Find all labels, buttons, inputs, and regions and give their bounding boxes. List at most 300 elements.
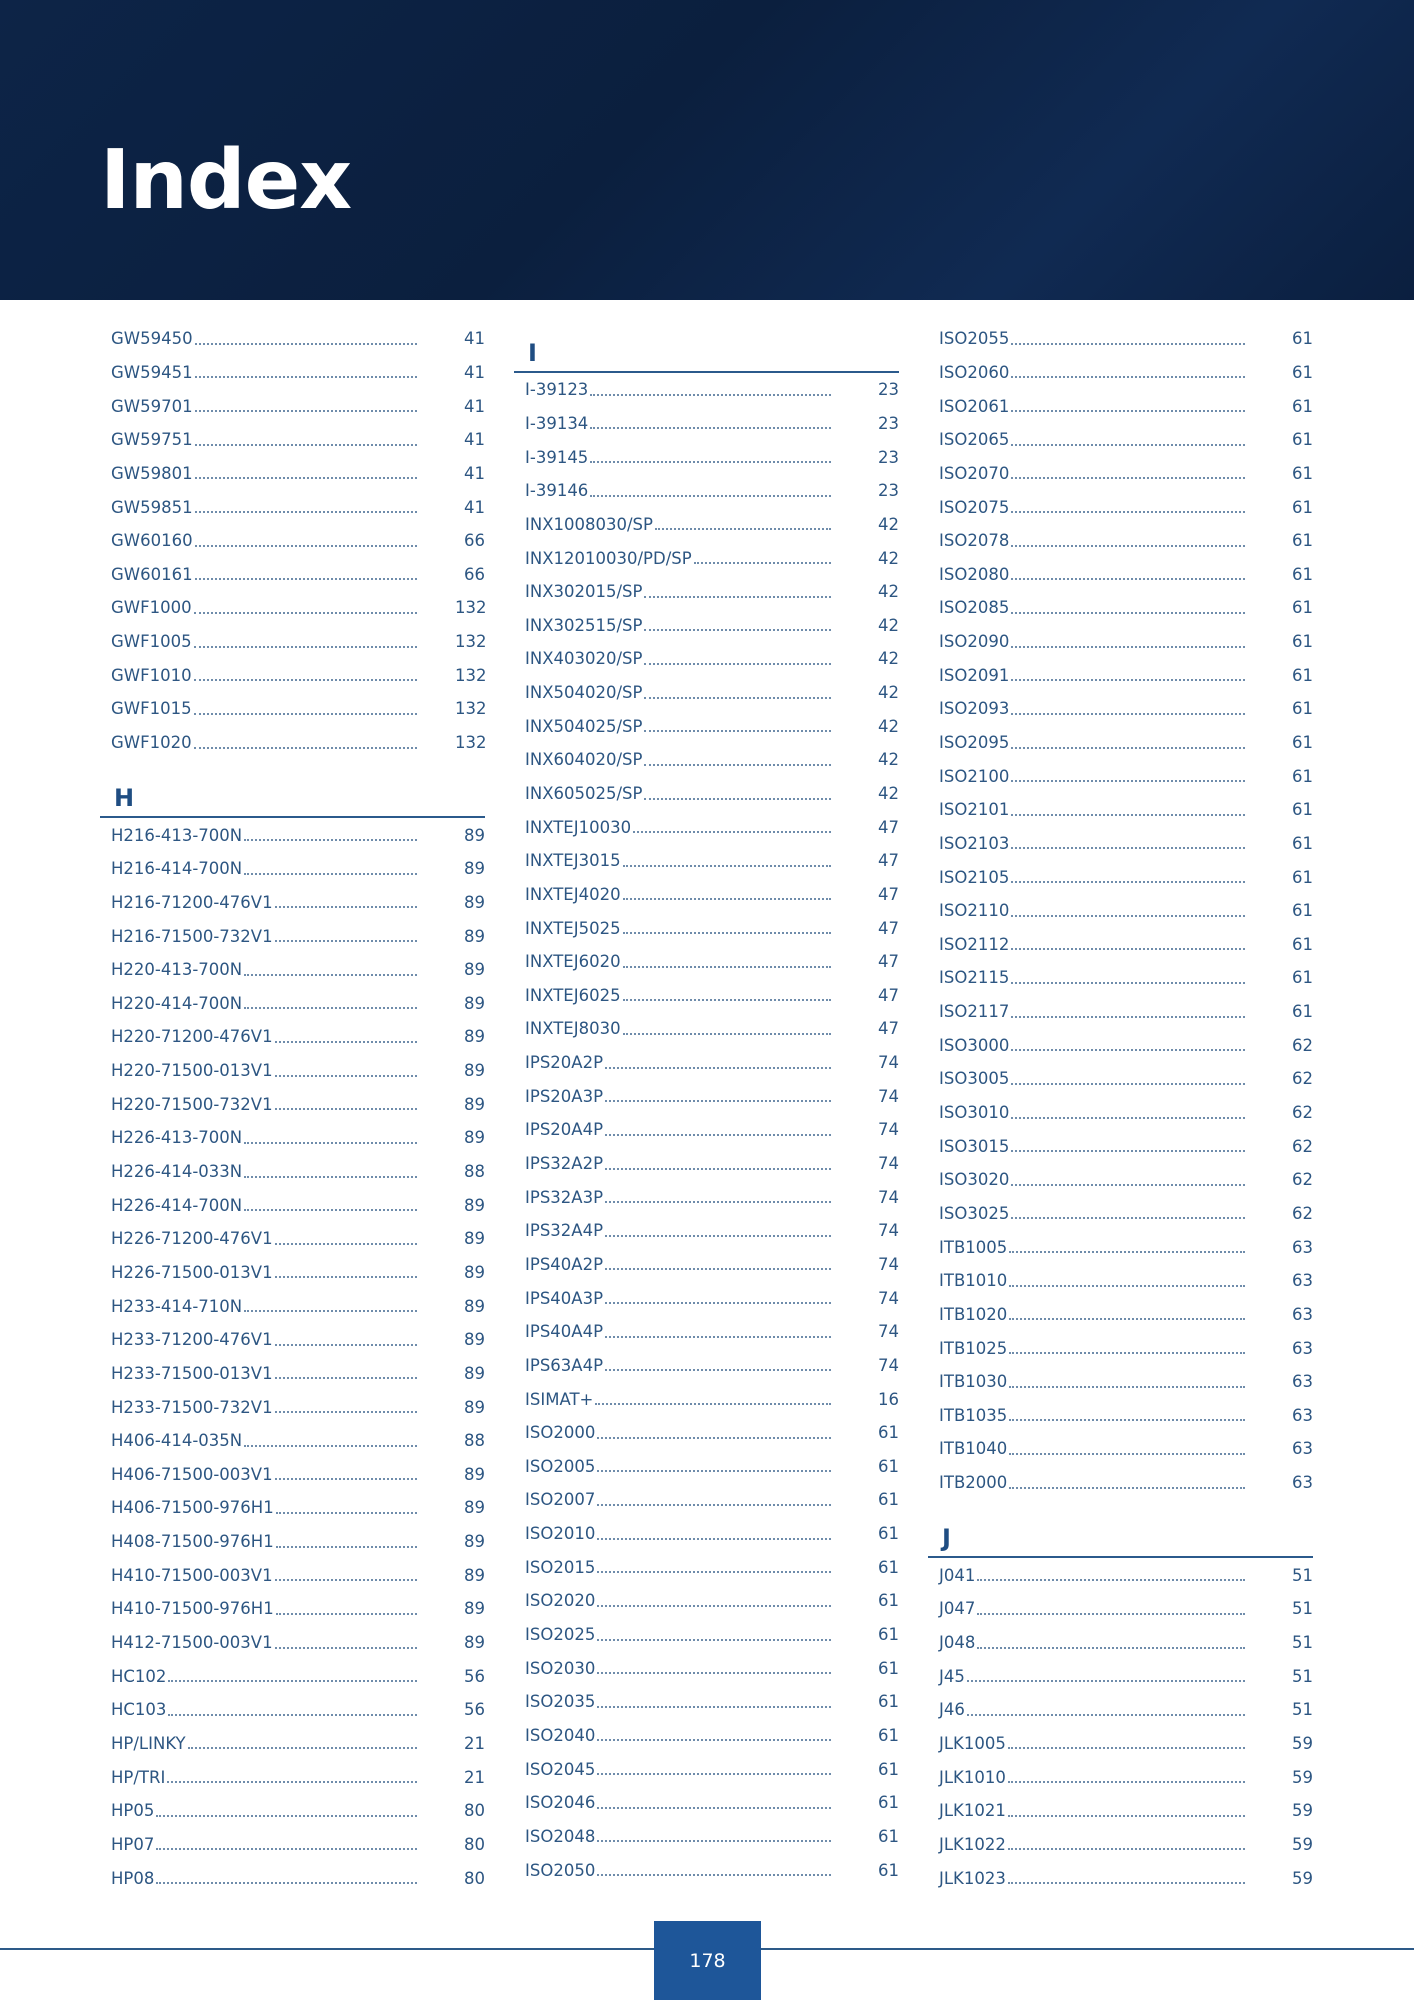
entry-page-number: 47 — [878, 884, 899, 904]
index-column-3 — [928, 322, 1313, 1895]
index-entry — [100, 389, 485, 423]
dot-leader — [275, 1075, 417, 1077]
dot-leader — [1011, 545, 1245, 547]
dot-leader — [156, 1815, 417, 1817]
dot-leader — [1011, 376, 1245, 378]
index-entry — [928, 1129, 1313, 1163]
index-entry — [928, 1163, 1313, 1197]
entry-code: ITB1035 — [939, 1405, 1008, 1425]
index-entry — [100, 953, 485, 987]
entry-page-number: 23 — [878, 447, 899, 467]
index-entry — [100, 625, 485, 659]
index-entry — [928, 1197, 1313, 1231]
dot-leader — [275, 906, 417, 908]
entry-code: IPS40A4P — [525, 1322, 604, 1342]
entry-code: I-39123 — [525, 380, 589, 400]
dot-leader — [244, 1176, 417, 1178]
entry-code: H226-414-033N — [111, 1162, 243, 1182]
index-entry — [928, 1592, 1313, 1626]
index-entry — [100, 423, 485, 457]
entry-code: ISO2117 — [939, 1002, 1010, 1022]
section-header — [100, 767, 485, 818]
entry-page-number: 42 — [878, 750, 899, 770]
entry-page-number: 41 — [464, 430, 485, 450]
entry-code: IPS20A3P — [525, 1086, 604, 1106]
entry-code: ISO2100 — [939, 766, 1010, 786]
entry-page-number: 89 — [464, 1633, 485, 1653]
entry-code: ISO2080 — [939, 564, 1010, 584]
entry-code: ISO2007 — [525, 1490, 596, 1510]
dot-leader — [1011, 1117, 1245, 1119]
entry-page-number: 42 — [878, 716, 899, 736]
index-entry — [514, 743, 899, 777]
dot-leader — [1009, 1285, 1245, 1287]
entry-code: ISO2093 — [939, 699, 1010, 719]
entry-page-number: 89 — [464, 1229, 485, 1249]
entry-code: ISO2015 — [525, 1557, 596, 1577]
entry-code: INX504020/SP — [525, 683, 643, 703]
entry-page-number: 51 — [1292, 1599, 1313, 1619]
entry-page-number: 132 — [455, 598, 487, 618]
dot-leader — [644, 596, 831, 598]
entry-code: ISO2030 — [525, 1658, 596, 1678]
entry-code: INXTEJ6025 — [525, 985, 621, 1005]
entry-page-number: 74 — [878, 1053, 899, 1073]
entry-page-number: 89 — [464, 993, 485, 1013]
entry-page-number: 89 — [464, 1464, 485, 1484]
dot-leader — [194, 713, 417, 715]
dot-leader — [168, 1714, 417, 1716]
entry-page-number: 47 — [878, 1019, 899, 1039]
entry-page-number: 63 — [1292, 1237, 1313, 1257]
dot-leader — [276, 1546, 417, 1548]
entry-code: ISO2048 — [525, 1826, 596, 1846]
dot-leader — [1009, 1251, 1245, 1253]
index-entry — [928, 1298, 1313, 1332]
entry-code: HP07 — [111, 1834, 155, 1854]
section-letter: J — [942, 1524, 951, 1553]
index-entry — [928, 759, 1313, 793]
entry-page-number: 63 — [1292, 1271, 1313, 1291]
index-entry — [100, 658, 485, 692]
index-entry — [928, 1331, 1313, 1365]
entry-code: H406-414-035N — [111, 1431, 243, 1451]
index-entry — [100, 1693, 485, 1727]
entry-page-number: 61 — [878, 1658, 899, 1678]
entry-code: ISO2091 — [939, 665, 1010, 685]
dot-leader — [195, 511, 417, 513]
entry-page-number: 16 — [878, 1389, 899, 1409]
dot-leader — [1011, 444, 1245, 446]
index-entry — [100, 1794, 485, 1828]
entry-code: INX12010030/PD/SP — [525, 548, 692, 568]
entry-code: GW59751 — [111, 430, 193, 450]
entry-page-number: 42 — [878, 649, 899, 669]
entry-page-number: 89 — [464, 1296, 485, 1316]
entry-code: H220-71200-476V1 — [111, 1027, 273, 1047]
index-entry — [928, 557, 1313, 591]
entry-page-number: 61 — [878, 1826, 899, 1846]
entry-page-number: 61 — [1292, 934, 1313, 954]
page-number-badge — [654, 1921, 761, 2000]
dot-leader — [1011, 780, 1245, 782]
index-entry — [100, 886, 485, 920]
index-entry — [928, 658, 1313, 692]
entry-page-number: 61 — [1292, 699, 1313, 719]
index-entry — [100, 1188, 485, 1222]
entry-page-number: 61 — [1292, 800, 1313, 820]
entry-page-number: 61 — [878, 1692, 899, 1712]
dot-leader — [156, 1848, 417, 1850]
index-entry — [928, 1365, 1313, 1399]
entry-page-number: 61 — [878, 1557, 899, 1577]
entry-page-number: 47 — [878, 952, 899, 972]
dot-leader — [644, 697, 831, 699]
index-column-1 — [100, 322, 485, 1895]
dot-leader — [597, 1672, 831, 1674]
entry-code: ISO2075 — [939, 497, 1010, 517]
entry-code: IPS20A2P — [525, 1053, 604, 1073]
entry-code: GWF1020 — [111, 733, 192, 752]
entry-page-number: 62 — [1292, 1069, 1313, 1089]
entry-page-number: 89 — [464, 1128, 485, 1148]
entry-page-number: 61 — [1292, 598, 1313, 618]
index-entry — [928, 1399, 1313, 1433]
index-entry — [514, 1483, 899, 1517]
dot-leader — [244, 974, 417, 976]
index-entry — [928, 827, 1313, 861]
entry-page-number: 62 — [1292, 1136, 1313, 1156]
entry-code: ISO2050 — [525, 1860, 596, 1880]
entry-page-number: 51 — [1292, 1666, 1313, 1686]
entry-code: GW60160 — [111, 531, 193, 551]
entry-code: IPS20A4P — [525, 1120, 604, 1140]
entry-code: INX1008030/SP — [525, 514, 653, 534]
dot-leader — [597, 1807, 831, 1809]
dot-leader — [644, 629, 831, 631]
entry-code: GW60161 — [111, 564, 193, 584]
entry-page-number: 89 — [464, 1363, 485, 1383]
entry-page-number: 89 — [464, 1195, 485, 1215]
entry-page-number: 132 — [455, 665, 487, 685]
dot-leader — [244, 1007, 417, 1009]
entry-code: H220-414-700N — [111, 993, 243, 1013]
entry-code: ISO2095 — [939, 733, 1010, 752]
entry-code: H226-413-700N — [111, 1128, 243, 1148]
dot-leader — [1011, 814, 1245, 816]
entry-page-number: 74 — [878, 1154, 899, 1174]
dot-leader — [605, 1369, 831, 1371]
dot-leader — [623, 966, 831, 968]
dot-leader — [1009, 1352, 1245, 1354]
entry-code: HP05 — [111, 1801, 155, 1821]
index-entry — [928, 726, 1313, 760]
dot-leader — [1011, 578, 1245, 580]
index-entry — [514, 1382, 899, 1416]
entry-page-number: 88 — [464, 1162, 485, 1182]
index-entry — [100, 1424, 485, 1458]
entry-code: ISO2085 — [939, 598, 1010, 618]
entry-page-number: 89 — [464, 1599, 485, 1619]
entry-code: ISO2078 — [939, 531, 1010, 551]
entry-code: INX302515/SP — [525, 615, 643, 635]
dot-leader — [167, 1781, 417, 1783]
entry-code: J46 — [939, 1700, 965, 1720]
entry-code: H406-71500-003V1 — [111, 1464, 273, 1484]
entry-code: ITB1005 — [939, 1237, 1008, 1257]
dot-leader — [1011, 343, 1245, 345]
dot-leader — [977, 1579, 1245, 1581]
dot-leader — [275, 1344, 417, 1346]
dot-leader — [1011, 1016, 1245, 1018]
dot-leader — [168, 1680, 417, 1682]
entry-page-number: 61 — [878, 1524, 899, 1544]
entry-page-number: 62 — [1292, 1103, 1313, 1123]
index-entry — [514, 1113, 899, 1147]
dot-leader — [1008, 1815, 1245, 1817]
dot-leader — [595, 1403, 831, 1405]
entry-code: ISO2025 — [525, 1625, 596, 1645]
dot-leader — [275, 1041, 417, 1043]
index-entry — [100, 1861, 485, 1895]
entry-code: ISO2000 — [525, 1423, 596, 1443]
entry-code: ISO2035 — [525, 1692, 596, 1712]
dot-leader — [244, 873, 417, 875]
entry-page-number: 61 — [1292, 901, 1313, 921]
index-entry — [100, 1390, 485, 1424]
dot-leader — [977, 1647, 1245, 1649]
dot-leader — [597, 1538, 831, 1540]
entry-page-number: 88 — [464, 1431, 485, 1451]
dot-leader — [244, 1142, 417, 1144]
index-entry — [100, 1087, 485, 1121]
entry-page-number: 89 — [464, 926, 485, 946]
index-entry — [928, 490, 1313, 524]
entry-code: ISO2105 — [939, 867, 1010, 887]
entry-code: ISO2103 — [939, 833, 1010, 853]
entry-code: ISO2110 — [939, 901, 1010, 921]
index-entry — [514, 541, 899, 575]
entry-code: H216-71500-732V1 — [111, 926, 273, 946]
dot-leader — [597, 1437, 831, 1439]
index-entry — [928, 1028, 1313, 1062]
dot-leader — [195, 343, 417, 345]
index-entry — [928, 1432, 1313, 1466]
entry-page-number: 23 — [878, 481, 899, 501]
index-entry — [514, 1315, 899, 1349]
page-title: Index — [100, 133, 352, 228]
entry-page-number: 63 — [1292, 1473, 1313, 1493]
entry-page-number: 61 — [878, 1725, 899, 1745]
entry-page-number: 56 — [464, 1666, 485, 1686]
index-entry — [100, 1357, 485, 1391]
index-entry — [928, 1626, 1313, 1660]
entry-page-number: 21 — [464, 1767, 485, 1787]
dot-leader — [1009, 1386, 1245, 1388]
entry-page-number: 89 — [464, 1061, 485, 1081]
entry-code: ITB1025 — [939, 1338, 1008, 1358]
entry-page-number: 74 — [878, 1086, 899, 1106]
index-entry — [514, 979, 899, 1013]
entry-code: ISO3000 — [939, 1035, 1010, 1055]
dot-leader — [275, 1647, 417, 1649]
entry-code: ISO2040 — [525, 1725, 596, 1745]
index-entry — [100, 1592, 485, 1626]
entry-code: J048 — [939, 1633, 976, 1653]
entry-page-number: 61 — [1292, 833, 1313, 853]
index-entry — [100, 1121, 485, 1155]
dot-leader — [644, 663, 831, 665]
entry-code: H233-71500-013V1 — [111, 1363, 273, 1383]
entry-code: H220-71500-732V1 — [111, 1094, 273, 1114]
dot-leader — [1009, 1487, 1245, 1489]
dot-leader — [1011, 1184, 1245, 1186]
index-entry — [100, 692, 485, 726]
index-entry — [514, 810, 899, 844]
entry-page-number: 89 — [464, 892, 485, 912]
dot-leader — [590, 495, 831, 497]
section-letter: I — [528, 339, 537, 367]
entry-page-number: 42 — [878, 784, 899, 803]
index-entry — [100, 1828, 485, 1862]
entry-page-number: 89 — [464, 1094, 485, 1114]
entry-page-number: 41 — [464, 329, 485, 349]
index-entry — [928, 625, 1313, 659]
entry-page-number: 41 — [464, 463, 485, 483]
index-entry — [514, 1820, 899, 1854]
entry-code: H233-414-710N — [111, 1296, 243, 1316]
entry-page-number: 51 — [1292, 1700, 1313, 1720]
entry-page-number: 89 — [464, 1565, 485, 1585]
index-entry — [514, 1584, 899, 1618]
entry-page-number: 132 — [455, 699, 487, 719]
entry-page-number: 74 — [878, 1221, 899, 1241]
dot-leader — [1008, 1848, 1245, 1850]
index-entry — [928, 1828, 1313, 1862]
entry-page-number: 89 — [464, 1397, 485, 1417]
entry-code: H226-414-700N — [111, 1195, 243, 1215]
dot-leader — [276, 1512, 417, 1514]
dot-leader — [195, 444, 417, 446]
index-entry — [100, 1525, 485, 1559]
dot-leader — [1011, 612, 1245, 614]
index-entry — [928, 1760, 1313, 1794]
dot-leader — [597, 1639, 831, 1641]
index-entry — [100, 987, 485, 1021]
entry-page-number: 61 — [1292, 968, 1313, 988]
entry-page-number: 89 — [464, 859, 485, 879]
dot-leader — [605, 1268, 831, 1270]
index-entry — [514, 1349, 899, 1383]
entry-page-number: 59 — [1292, 1834, 1313, 1854]
index-entry — [928, 1466, 1313, 1500]
entry-page-number: 80 — [464, 1801, 485, 1821]
entry-page-number: 59 — [1292, 1767, 1313, 1787]
dot-leader — [623, 999, 831, 1001]
index-entry — [100, 1256, 485, 1290]
index-entry — [928, 1062, 1313, 1096]
index-entry — [514, 440, 899, 474]
dot-leader — [1011, 713, 1245, 715]
dot-leader — [194, 747, 417, 749]
dot-leader — [590, 461, 831, 463]
index-entry — [928, 928, 1313, 962]
entry-code: ISO3010 — [939, 1103, 1010, 1123]
entry-page-number: 61 — [1292, 733, 1313, 752]
entry-code: IPS40A2P — [525, 1254, 604, 1274]
dot-leader — [276, 1613, 417, 1615]
entry-page-number: 89 — [464, 960, 485, 980]
index-entry — [514, 1248, 899, 1282]
entry-code: IPS32A2P — [525, 1154, 604, 1174]
index-entry — [100, 1222, 485, 1256]
index-entry — [100, 524, 485, 558]
dot-leader — [694, 562, 831, 564]
entry-code: ISO2010 — [525, 1524, 596, 1544]
dot-leader — [194, 679, 417, 681]
entry-code: GW59451 — [111, 362, 193, 382]
index-entry — [514, 1012, 899, 1046]
entry-code: ITB2000 — [939, 1473, 1008, 1493]
dot-leader — [597, 1840, 831, 1842]
dot-leader — [275, 1377, 417, 1379]
dot-leader — [977, 1613, 1245, 1615]
entry-page-number: 62 — [1292, 1035, 1313, 1055]
index-entry — [928, 1794, 1313, 1828]
index-entry — [514, 945, 899, 979]
dot-leader — [1011, 1049, 1245, 1051]
index-entry — [514, 407, 899, 441]
entry-code: ISO2115 — [939, 968, 1010, 988]
entry-code: HP/TRI — [111, 1767, 166, 1787]
dot-leader — [1011, 679, 1245, 681]
entry-code: H226-71200-476V1 — [111, 1229, 273, 1249]
dot-leader — [597, 1874, 831, 1876]
index-entry — [100, 1155, 485, 1189]
dot-leader — [605, 1100, 831, 1102]
index-entry — [100, 1289, 485, 1323]
entry-code: HP/LINKY — [111, 1733, 186, 1753]
dot-leader — [605, 1235, 831, 1237]
entry-code: INXTEJ10030 — [525, 817, 632, 837]
index-entry — [928, 457, 1313, 491]
entry-page-number: 74 — [878, 1322, 899, 1342]
entry-page-number: 59 — [1292, 1801, 1313, 1821]
dot-leader — [1011, 410, 1245, 412]
entry-code: ITB1010 — [939, 1271, 1008, 1291]
entry-code: ISO2065 — [939, 430, 1010, 450]
entry-code: J45 — [939, 1666, 965, 1686]
index-entry — [928, 961, 1313, 995]
entry-code: ISO3005 — [939, 1069, 1010, 1089]
entry-page-number: 89 — [464, 1330, 485, 1350]
dot-leader — [1011, 1217, 1245, 1219]
entry-code: HP08 — [111, 1868, 155, 1888]
entry-page-number: 61 — [1292, 632, 1313, 652]
entry-code: GW59851 — [111, 497, 193, 517]
entry-code: J041 — [939, 1565, 976, 1585]
index-entry — [100, 1020, 485, 1054]
index-entry — [514, 1214, 899, 1248]
entry-code: HC103 — [111, 1700, 167, 1720]
entry-page-number: 61 — [1292, 1002, 1313, 1022]
index-entry — [514, 1651, 899, 1685]
dot-leader — [597, 1605, 831, 1607]
entry-code: ISIMAT+ — [525, 1389, 594, 1409]
dot-leader — [633, 831, 831, 833]
index-entry — [928, 1096, 1313, 1130]
dot-leader — [244, 839, 417, 841]
